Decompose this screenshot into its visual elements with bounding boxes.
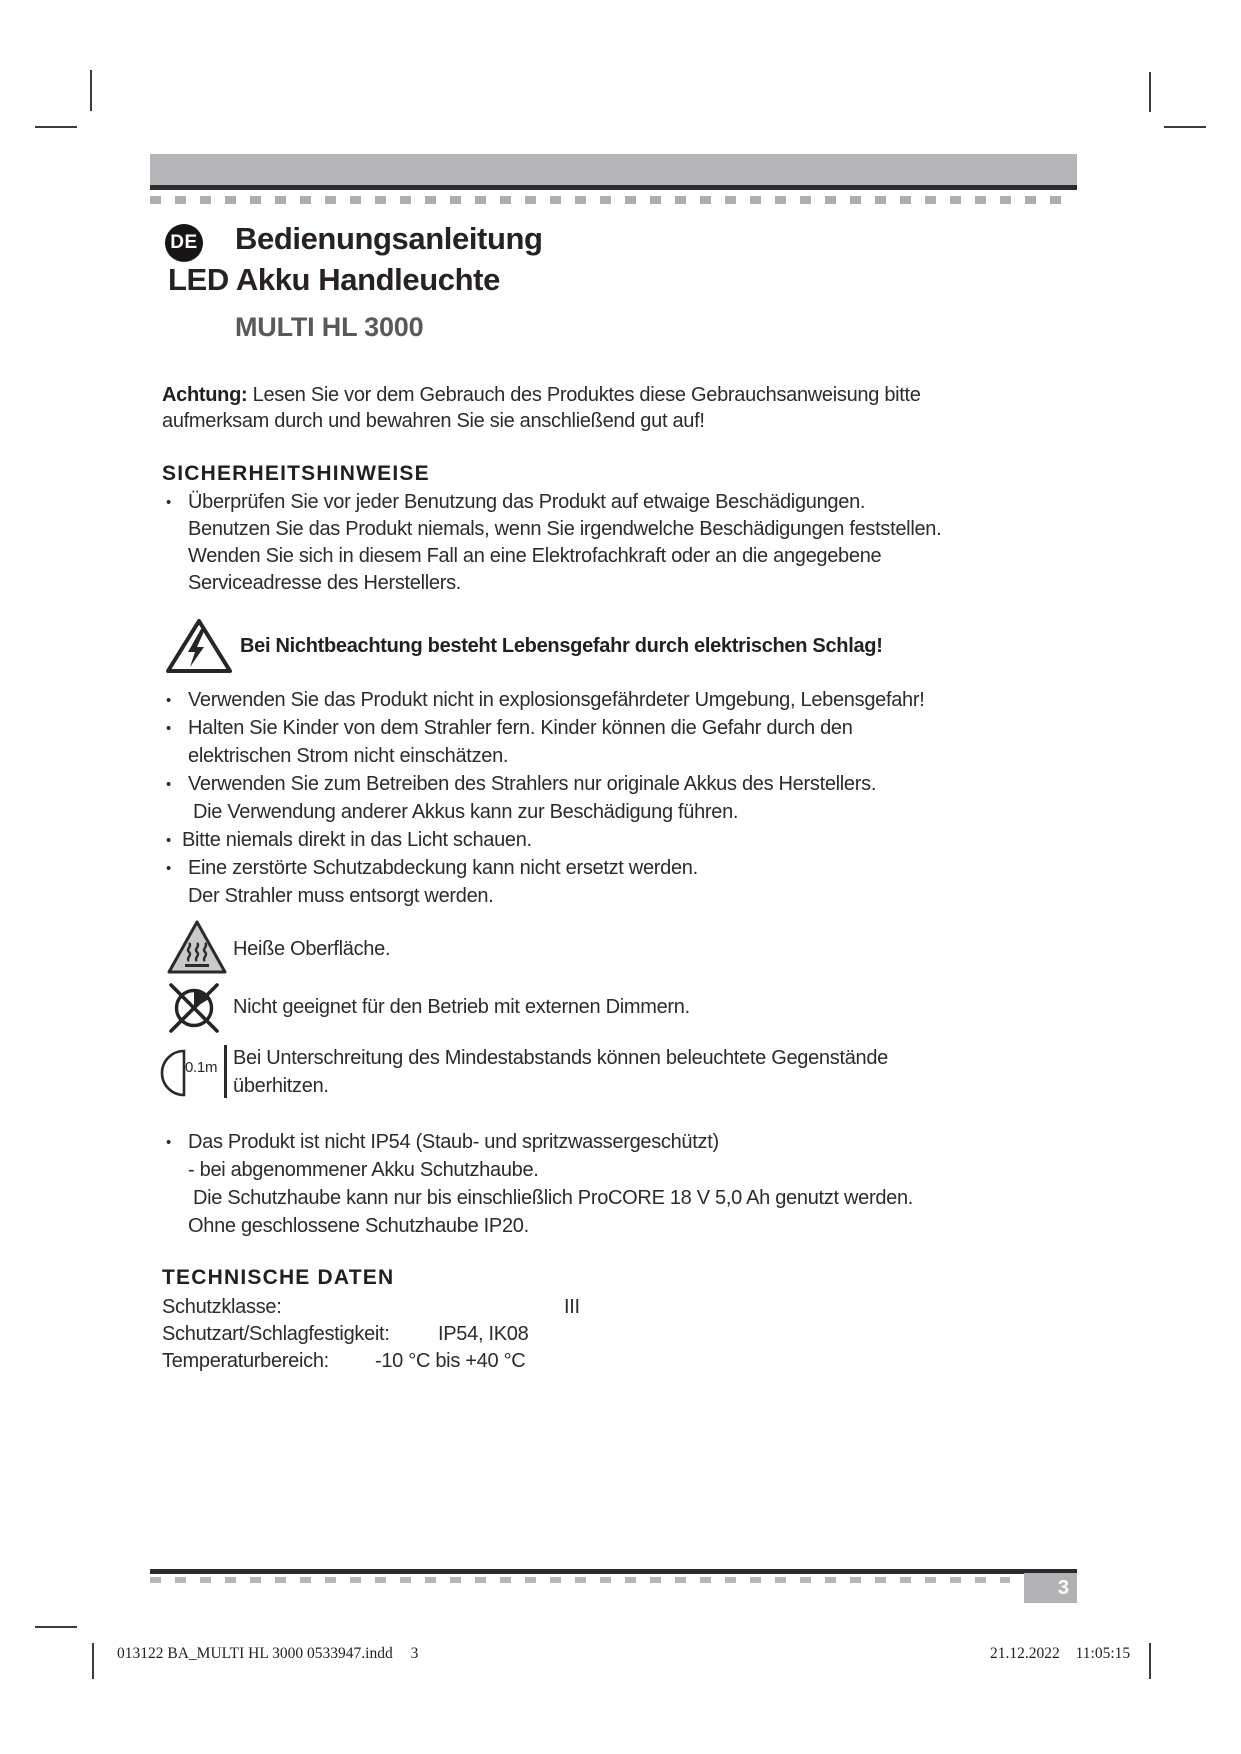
list-item: • Halten Sie Kinder von dem Strahler fern. Kinder können die Gefahr durch den	[162, 715, 925, 743]
no-dimmer-icon	[163, 977, 225, 1039]
print-timestamp	[990, 1645, 1130, 1663]
model-name: MULTI HL 3000	[235, 312, 424, 342]
list-item: Ohne geschlossene Schutzhaube IP20.	[188, 1215, 529, 1237]
crop-mark	[35, 126, 77, 128]
print-file-info: 013122 BA_MULTI HL 3000 0533947.indd 3	[117, 1645, 419, 1662]
page-number-badge	[1024, 1573, 1077, 1603]
list-item: Serviceadresse des Herstellers.	[188, 572, 462, 594]
page-title-line1: Bedienungsanleitung	[235, 221, 543, 256]
page-title-line2: LED Akku Handleuchte	[168, 262, 500, 297]
list-item: Die Schutzhaube kann nur bis einschließlich ProCORE 18 V 5,0 Ah genutzt werden.	[193, 1187, 914, 1209]
de-language-label: DE	[170, 232, 198, 253]
de-language-badge	[165, 224, 203, 262]
lamp-glyph	[160, 1049, 186, 1097]
page-number: 3	[1057, 1576, 1069, 1599]
crop-mark	[1149, 1643, 1151, 1679]
list-item: Der Strahler muss entsorgt werden.	[188, 885, 494, 907]
header-dash-artifact	[150, 196, 1075, 204]
hot-surface-text: Heiße Oberfläche.	[233, 938, 391, 960]
crop-mark	[92, 1643, 94, 1679]
list-item: Benutzen Sie das Produkt niemals, wenn Sie irgendwelche Beschädigungen feststellen.	[188, 518, 942, 540]
safety-intro-bullet	[162, 489, 941, 597]
tech-heading: TECHNISCHE DATEN	[162, 1266, 395, 1289]
footer-rule	[150, 1569, 1077, 1574]
list-item: - bei abgenommener Akku Schutzhaube.	[188, 1159, 539, 1181]
list-item: • Das Produkt ist nicht IP54 (Staub- und spritzwassergeschützt)	[162, 1129, 913, 1157]
list-item: • Bitte niemals direkt in das Licht schauen.	[162, 827, 925, 855]
tech-value: IP54, IK08	[438, 1323, 529, 1345]
list-item: elektrischen Strom nicht einschätzen.	[188, 745, 509, 767]
ip-note	[162, 1129, 913, 1241]
tech-value: III	[564, 1296, 580, 1318]
list-item: Wenden Sie sich in diesem Fall an eine Elektrofachkraft oder an die angegebene	[188, 545, 882, 567]
tech-value: -10 °C bis +40 °C	[375, 1350, 526, 1372]
tech-row-schutzart	[162, 1323, 922, 1350]
tech-label: Schutzart/Schlagfestigkeit:	[162, 1323, 390, 1345]
min-distance-label: 0.1m	[185, 1059, 218, 1076]
attention-text-1: Lesen Sie vor dem Gebrauch des Produktes diese Gebrauchsanweisung bitte	[252, 384, 921, 406]
safety-heading: SICHERHEITSHINWEISE	[162, 462, 430, 485]
safety-bullet-list	[162, 687, 925, 911]
min-distance-text-2: überhitzen.	[233, 1075, 329, 1097]
hot-surface-icon	[165, 918, 229, 978]
crop-mark	[90, 70, 92, 111]
header-rule	[150, 185, 1077, 190]
attention-label: Achtung:	[162, 384, 248, 406]
footer-dash-artifact	[150, 1577, 1010, 1583]
list-item: • Eine zerstörte Schutzabdeckung kann nicht ersetzt werden.	[162, 855, 925, 883]
header-bar	[150, 154, 1077, 185]
no-dimmer-text: Nicht geeignet für den Betrieb mit externen Dimmern.	[233, 996, 690, 1018]
list-item: Die Verwendung anderer Akkus kann zur Beschädigung führen.	[193, 801, 739, 823]
list-item: • Überprüfen Sie vor jeder Benutzung das Produkt auf etwaige Beschädigungen.	[162, 489, 941, 516]
print-time: 11:05:15	[1075, 1645, 1131, 1662]
crop-mark	[1149, 72, 1151, 112]
electric-warning-text: Bei Nichtbeachtung besteht Lebensgefahr durch elektrischen Schlag!	[240, 635, 883, 657]
min-distance-text-1: Bei Unterschreitung des Mindestabstands können beleuchtete Gegenstände	[233, 1047, 889, 1069]
crop-mark	[35, 1626, 77, 1628]
attention-paragraph-line1	[162, 382, 921, 409]
electric-shock-warning-icon	[164, 616, 234, 676]
tech-label: Temperaturbereich:	[162, 1350, 329, 1372]
attention-paragraph-line2: aufmerksam durch und bewahren Sie sie anschließend gut auf!	[162, 410, 705, 432]
tech-row-temperatur	[162, 1350, 922, 1377]
list-item: • Verwenden Sie das Produkt nicht in explosionsgefährdeter Umgebung, Lebensgefahr!	[162, 687, 925, 715]
tech-label: Schutzklasse:	[162, 1296, 282, 1318]
list-item: • Verwenden Sie zum Betreiben des Strahlers nur originale Akkus des Herstellers.	[162, 771, 925, 799]
tech-row-schutzklasse	[162, 1296, 922, 1323]
print-date: 21.12.2022	[990, 1645, 1060, 1662]
min-distance-icon	[160, 1044, 230, 1100]
crop-mark	[1164, 126, 1206, 128]
surface-line-glyph	[224, 1045, 227, 1098]
